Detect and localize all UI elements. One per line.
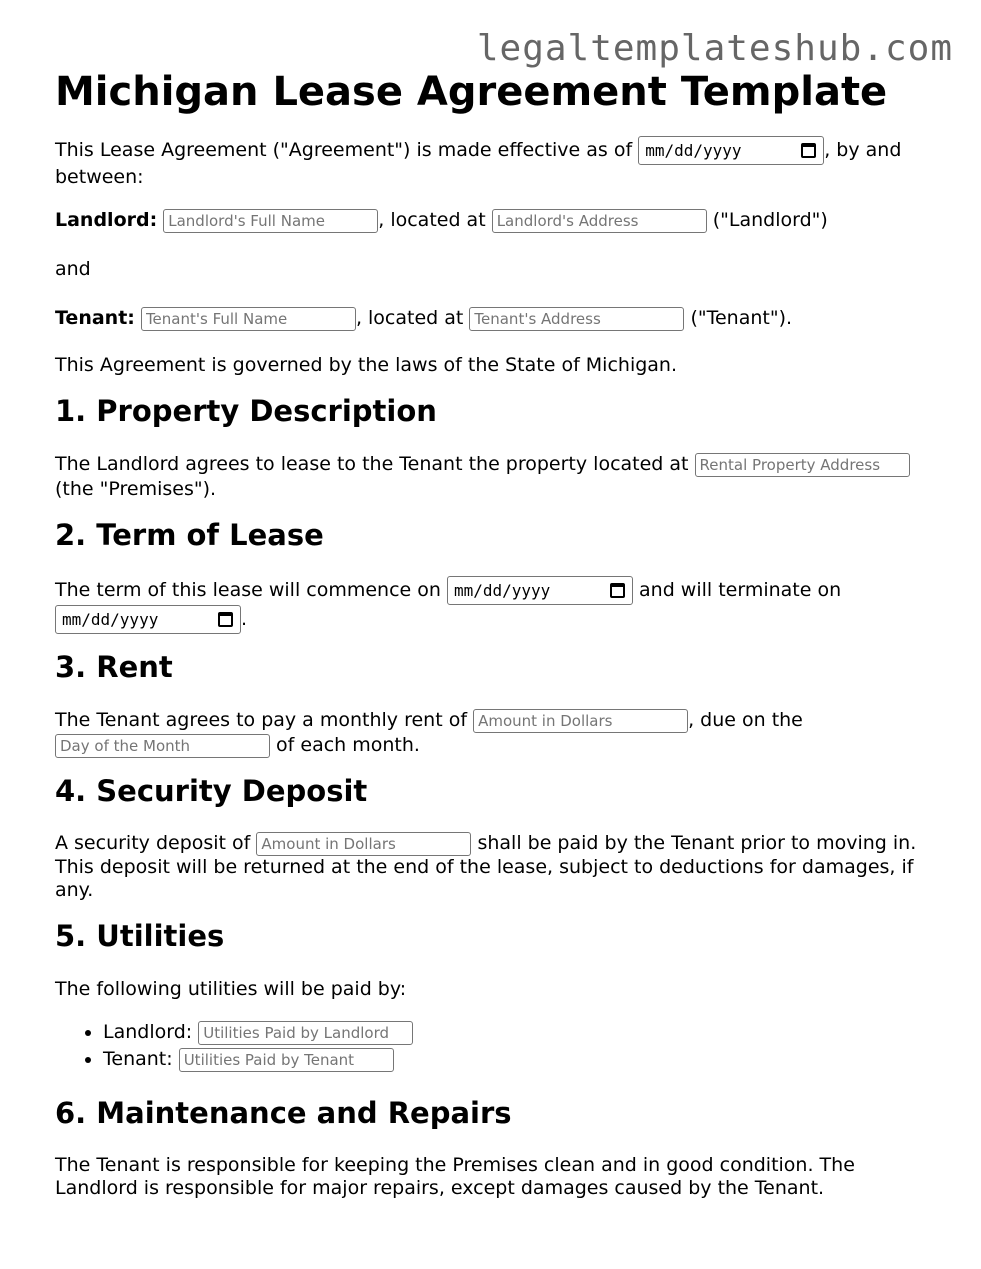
effective-date-input[interactable] (638, 136, 824, 165)
utilities-intro: The following utilities will be paid by: (55, 977, 407, 1000)
watermark: legaltemplateshub.com (476, 28, 953, 69)
landlord-located-at: , located at (378, 209, 486, 232)
landlord-name-input[interactable] (163, 209, 378, 233)
section-heading-property: 1. Property Description (55, 394, 437, 429)
deposit-amount-input[interactable] (256, 832, 471, 856)
deposit-paragraph (55, 832, 935, 902)
tenant-located-at: , located at (355, 307, 464, 330)
term-text: The term of this lease will commence on (55, 579, 441, 602)
intro-text: This Lease Agreement ("Agreement") is made effective as of (55, 139, 633, 161)
section-heading-maintenance: 6. Maintenance and Repairs (55, 1095, 512, 1130)
section-heading-term: 2. Term of Lease (55, 518, 324, 553)
property-text-after: (the "Premises"). (55, 478, 217, 501)
utilities-landlord-input[interactable] (198, 1021, 413, 1045)
landlord-label: Landlord: (55, 209, 158, 232)
date-placeholder: mm/dd/yyyy (453, 581, 551, 601)
term-paragraph (55, 576, 935, 634)
maintenance-paragraph: The Tenant is responsible for keeping the Premises clean and in good condition. The Landlord is responsible for major repairs, except damages caused by the Tenant. (55, 1153, 855, 1199)
page-title: Michigan Lease Agreement Template (55, 69, 888, 115)
tenant-label: Tenant: (55, 307, 135, 330)
rental-property-address-input[interactable] (695, 453, 910, 477)
document (55, 70, 935, 1218)
date-placeholder: mm/dd/yyyy (645, 141, 742, 160)
deposit-text-after: shall be paid by the Tenant prior to moving in. This deposit will be returned at the end of the lease, subject to deductions for damages, if any. (55, 832, 917, 902)
intro-text-after: , by and between: (55, 139, 902, 188)
utilities-list (55, 1020, 935, 1072)
tenant-address-input[interactable] (469, 307, 684, 331)
list-item (103, 1020, 935, 1045)
list-item (103, 1047, 935, 1072)
calendar-icon (218, 612, 233, 627)
section-heading-utilities: 5. Utilities (55, 918, 225, 953)
section-heading-rent: 3. Rent (55, 650, 173, 685)
governing-law: This Agreement is governed by the laws of the State of Michigan. (55, 354, 678, 377)
section-heading-deposit: 4. Security Deposit (55, 774, 368, 809)
landlord-address-input[interactable] (492, 209, 707, 233)
tenant-name-input[interactable] (141, 307, 356, 331)
landlord-line (55, 208, 935, 233)
property-paragraph (55, 452, 935, 502)
deposit-text: A security deposit of (55, 832, 251, 855)
calendar-icon (801, 143, 816, 158)
rent-amount-input[interactable] (473, 709, 688, 733)
property-text: The Landlord agrees to lease to the Tenant the property located at (55, 453, 689, 476)
tenant-line (55, 306, 935, 331)
rent-text-after: of each month. (276, 734, 420, 757)
intro-paragraph (55, 136, 935, 190)
rent-due-day-input[interactable] (55, 734, 270, 758)
tenant-suffix: ("Tenant"). (690, 307, 793, 330)
and-text: and (55, 258, 91, 281)
date-placeholder: mm/dd/yyyy (62, 610, 159, 630)
utilities-landlord-label: Landlord: (103, 1020, 193, 1043)
term-text-middle: and will terminate on (639, 579, 842, 602)
lease-start-date-input[interactable] (447, 576, 633, 605)
calendar-icon (610, 583, 625, 598)
term-text-after: . (241, 608, 248, 631)
rent-paragraph (55, 708, 935, 758)
rent-text: The Tenant agrees to pay a monthly rent of (55, 709, 468, 732)
utilities-tenant-input[interactable] (179, 1048, 394, 1072)
landlord-suffix: ("Landlord") (712, 209, 828, 232)
lease-end-date-input[interactable] (55, 605, 241, 634)
utilities-tenant-label: Tenant: (103, 1047, 173, 1070)
rent-text-middle: , due on the (688, 709, 803, 732)
